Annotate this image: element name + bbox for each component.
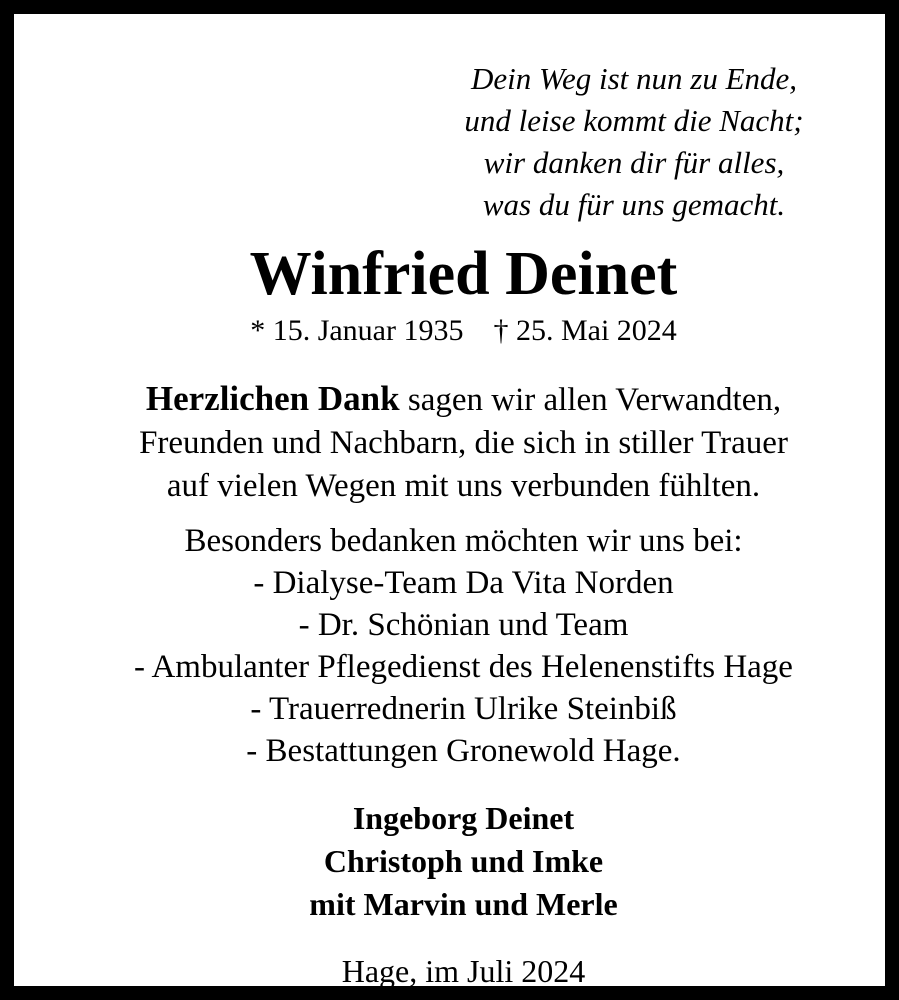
signer-line: Ingeborg Deinet [352,800,575,836]
special-thanks-item: - Trauerrednerin Ulrike Steinbiß [250,691,677,727]
thanks-line: Freunden und Nachbarn, die sich in stiller Trauer [139,425,788,461]
special-thanks-item: - Dialyse-Team Da Vita Norden [253,565,674,601]
thanks-line [14,377,899,422]
special-thanks-item: - Bestattungen Gronewold Hage. [246,733,681,769]
birth-date: * 15. Januar 1935 [250,314,464,347]
special-thanks-item: - Dr. Schönian und Team [298,607,629,643]
special-thanks-intro: Besonders bedanken möchten wir uns bei: [184,523,743,559]
life-dates [14,311,899,351]
poem [414,58,854,226]
poem-line: Dein Weg ist nun zu Ende, [470,61,798,96]
poem-line: was du für uns gemacht. [482,187,786,222]
thanks-paragraph [14,377,899,508]
special-thanks-item: - Ambulanter Pflegedienst des Helenenstifts Hage [134,649,793,685]
signer-line: Christoph und Imke [323,843,604,879]
place-date: Hage, im Juli 2024 [341,953,586,989]
thanks-line: auf vielen Wegen mit uns verbunden fühlten. [166,468,761,504]
deceased-name: Winfried Deinet [249,240,678,308]
signers [14,797,899,926]
death-date: † 25. Mai 2024 [493,314,677,347]
signer-line: mit Marvin und Merle [309,886,618,922]
poem-line: und leise kommt die Nacht; [464,103,804,138]
poem-line: wir danken dir für alles, [483,145,785,180]
thanks-line-rest: sagen wir allen Verwandten, [399,382,782,418]
special-thanks [14,520,899,772]
thanks-lead: Herzlichen Dank [145,379,400,418]
